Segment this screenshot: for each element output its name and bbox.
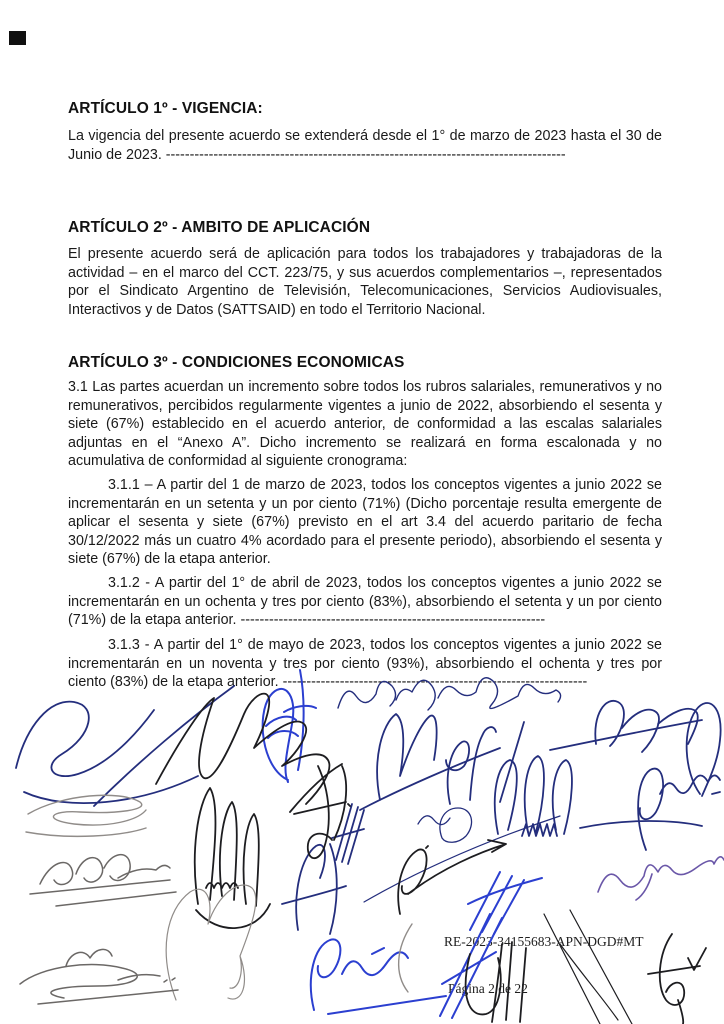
clause-3-1-2-block xyxy=(68,574,662,630)
signature-long-diagonal xyxy=(364,816,560,902)
clause-3-1-2: 3.1.2 - A partir del 1° de abril de 2023, todos los conceptos vigentes a junio 2022 se incrementarán en un ochenta y tres por ciento (83%), absorbiendo el setenta y un por ciento (71%) de la etapa anterior. ---------------------------------------------------------------- xyxy=(68,575,662,629)
signature-hatch-marks xyxy=(332,804,364,864)
signature-curve-bottom xyxy=(399,924,412,992)
scan-artifact-mark xyxy=(9,31,26,45)
signature-clefus xyxy=(30,855,176,906)
article-1-body: La vigencia del presente acuerdo se extenderá desde el 1° de marzo de 2023 hasta el 30 de Junio de 2023. ------------------------------------------------------------------------------------ xyxy=(68,128,662,163)
signature-triple-loops xyxy=(495,756,572,834)
signature-right-oval xyxy=(687,703,721,796)
clause-3-1: 3.1 Las partes acuerdan un incremento sobre todos los rubros salariales, remunerativos y no remunerativos, percibidos regularmente vigentes a junio de 2022, absorbiendo el sesenta y siete (67%) establecido en el acuerdo anterior, de conformidad a las escalas salariales adjuntas en el “Anexo A”. Dicho incremento se realizará en forma escalonada y no acumulativa de conformidad al siguiente cronograma: xyxy=(68,379,662,470)
signature-preyruti xyxy=(638,769,720,850)
signature-bemi xyxy=(20,949,178,1004)
clause-3-1-block xyxy=(68,378,662,471)
signature-gong xyxy=(550,701,702,752)
signature-blue-oval xyxy=(263,689,298,782)
clause-3-1-3-block xyxy=(68,636,662,692)
clause-3-1-3: 3.1.3 - A partir del 1° de mayo de 2023, todos los conceptos vigentes a junio 2022 se incrementarán en un noventa y tres por ciento (93%), absorbiendo el ochenta y tres por ciento (83%) de la etapa anterior. ---------------------------------------------------------------- xyxy=(68,637,662,691)
article-1-body-block xyxy=(68,127,662,164)
article-2-body-block xyxy=(68,245,662,319)
article-3-heading: ARTÍCULO 3º - CONDICIONES ECONOMICAS xyxy=(68,354,405,371)
footer-reference-code: RE-2023-34155683-APN-DGD#MT xyxy=(444,934,644,949)
signature-ft-cross xyxy=(648,934,706,1024)
clause-3-1-1: 3.1.1 – A partir del 1 de marzo de 2023, todos los conceptos vigentes a junio 2022 se incrementarán en un setenta y un por ciento (71%) (Dicho porcentaje resulta emergente de aplicar el sesenta y siete (67%) previsto en el art 3.4 del acuerdo paritario de fecha 30/12/2022 más un cuatro 4% acordado para el presente periodo), absorbiendo el sesenta y siete (67%) de la etapa anterior. xyxy=(68,477,662,568)
signature-flat-ellipse xyxy=(26,795,146,836)
violet-ink-group xyxy=(598,857,724,900)
signature-angular-arrow xyxy=(398,840,506,914)
article-2-heading: ARTÍCULO 2º - AMBITO DE APLICACIÓN xyxy=(68,219,371,236)
signature-wb xyxy=(156,694,350,812)
signature-hatched-underline xyxy=(522,821,702,836)
signature-dfl xyxy=(446,722,524,804)
article-2-section xyxy=(68,219,662,237)
signature-f-loop xyxy=(294,766,346,858)
signature-men-oval xyxy=(418,808,472,842)
signatures-ink-layer xyxy=(0,650,724,1024)
footer-page-number: Página 2 de 22 xyxy=(448,981,528,996)
signature-thin-diagonals xyxy=(544,910,632,1024)
clause-3-1-1-block xyxy=(68,476,662,569)
black-ink-group xyxy=(156,694,706,1024)
signature-dense-scribble xyxy=(195,788,270,928)
article-1-section xyxy=(68,100,662,118)
signature-pstalin xyxy=(311,939,446,1014)
article-1-heading: ARTÍCULO 1º - VIGENCIA: xyxy=(68,100,263,117)
dark-grey-ink-group xyxy=(20,855,178,1004)
article-3-section xyxy=(68,354,662,372)
article-2-body: El presente acuerdo será de aplicación para todos los trabajadores y trabajadoras de la actividad – en el marco del CCT. 223/75, y sus acuerdos complementarios –, representados por el Sindicato Argentino de Televisión, Telecomunicaciones, Servicios Audiovisuales, Interactivos y de Datos (SATTSAID) en todo el Territorio Nacional. xyxy=(68,246,662,318)
signature-blue-hatch xyxy=(468,872,542,934)
grey-ink-group xyxy=(26,795,412,1000)
signature-butterfly xyxy=(166,885,256,1000)
blue-ink-group xyxy=(263,670,542,1018)
signature-naufernandez xyxy=(598,857,724,900)
signature-steep-hatch xyxy=(440,914,502,1018)
signature-af xyxy=(282,844,346,934)
navy-ink-group xyxy=(16,678,721,934)
signature-left-scribble xyxy=(16,686,234,806)
signature-m-loop xyxy=(360,714,500,810)
